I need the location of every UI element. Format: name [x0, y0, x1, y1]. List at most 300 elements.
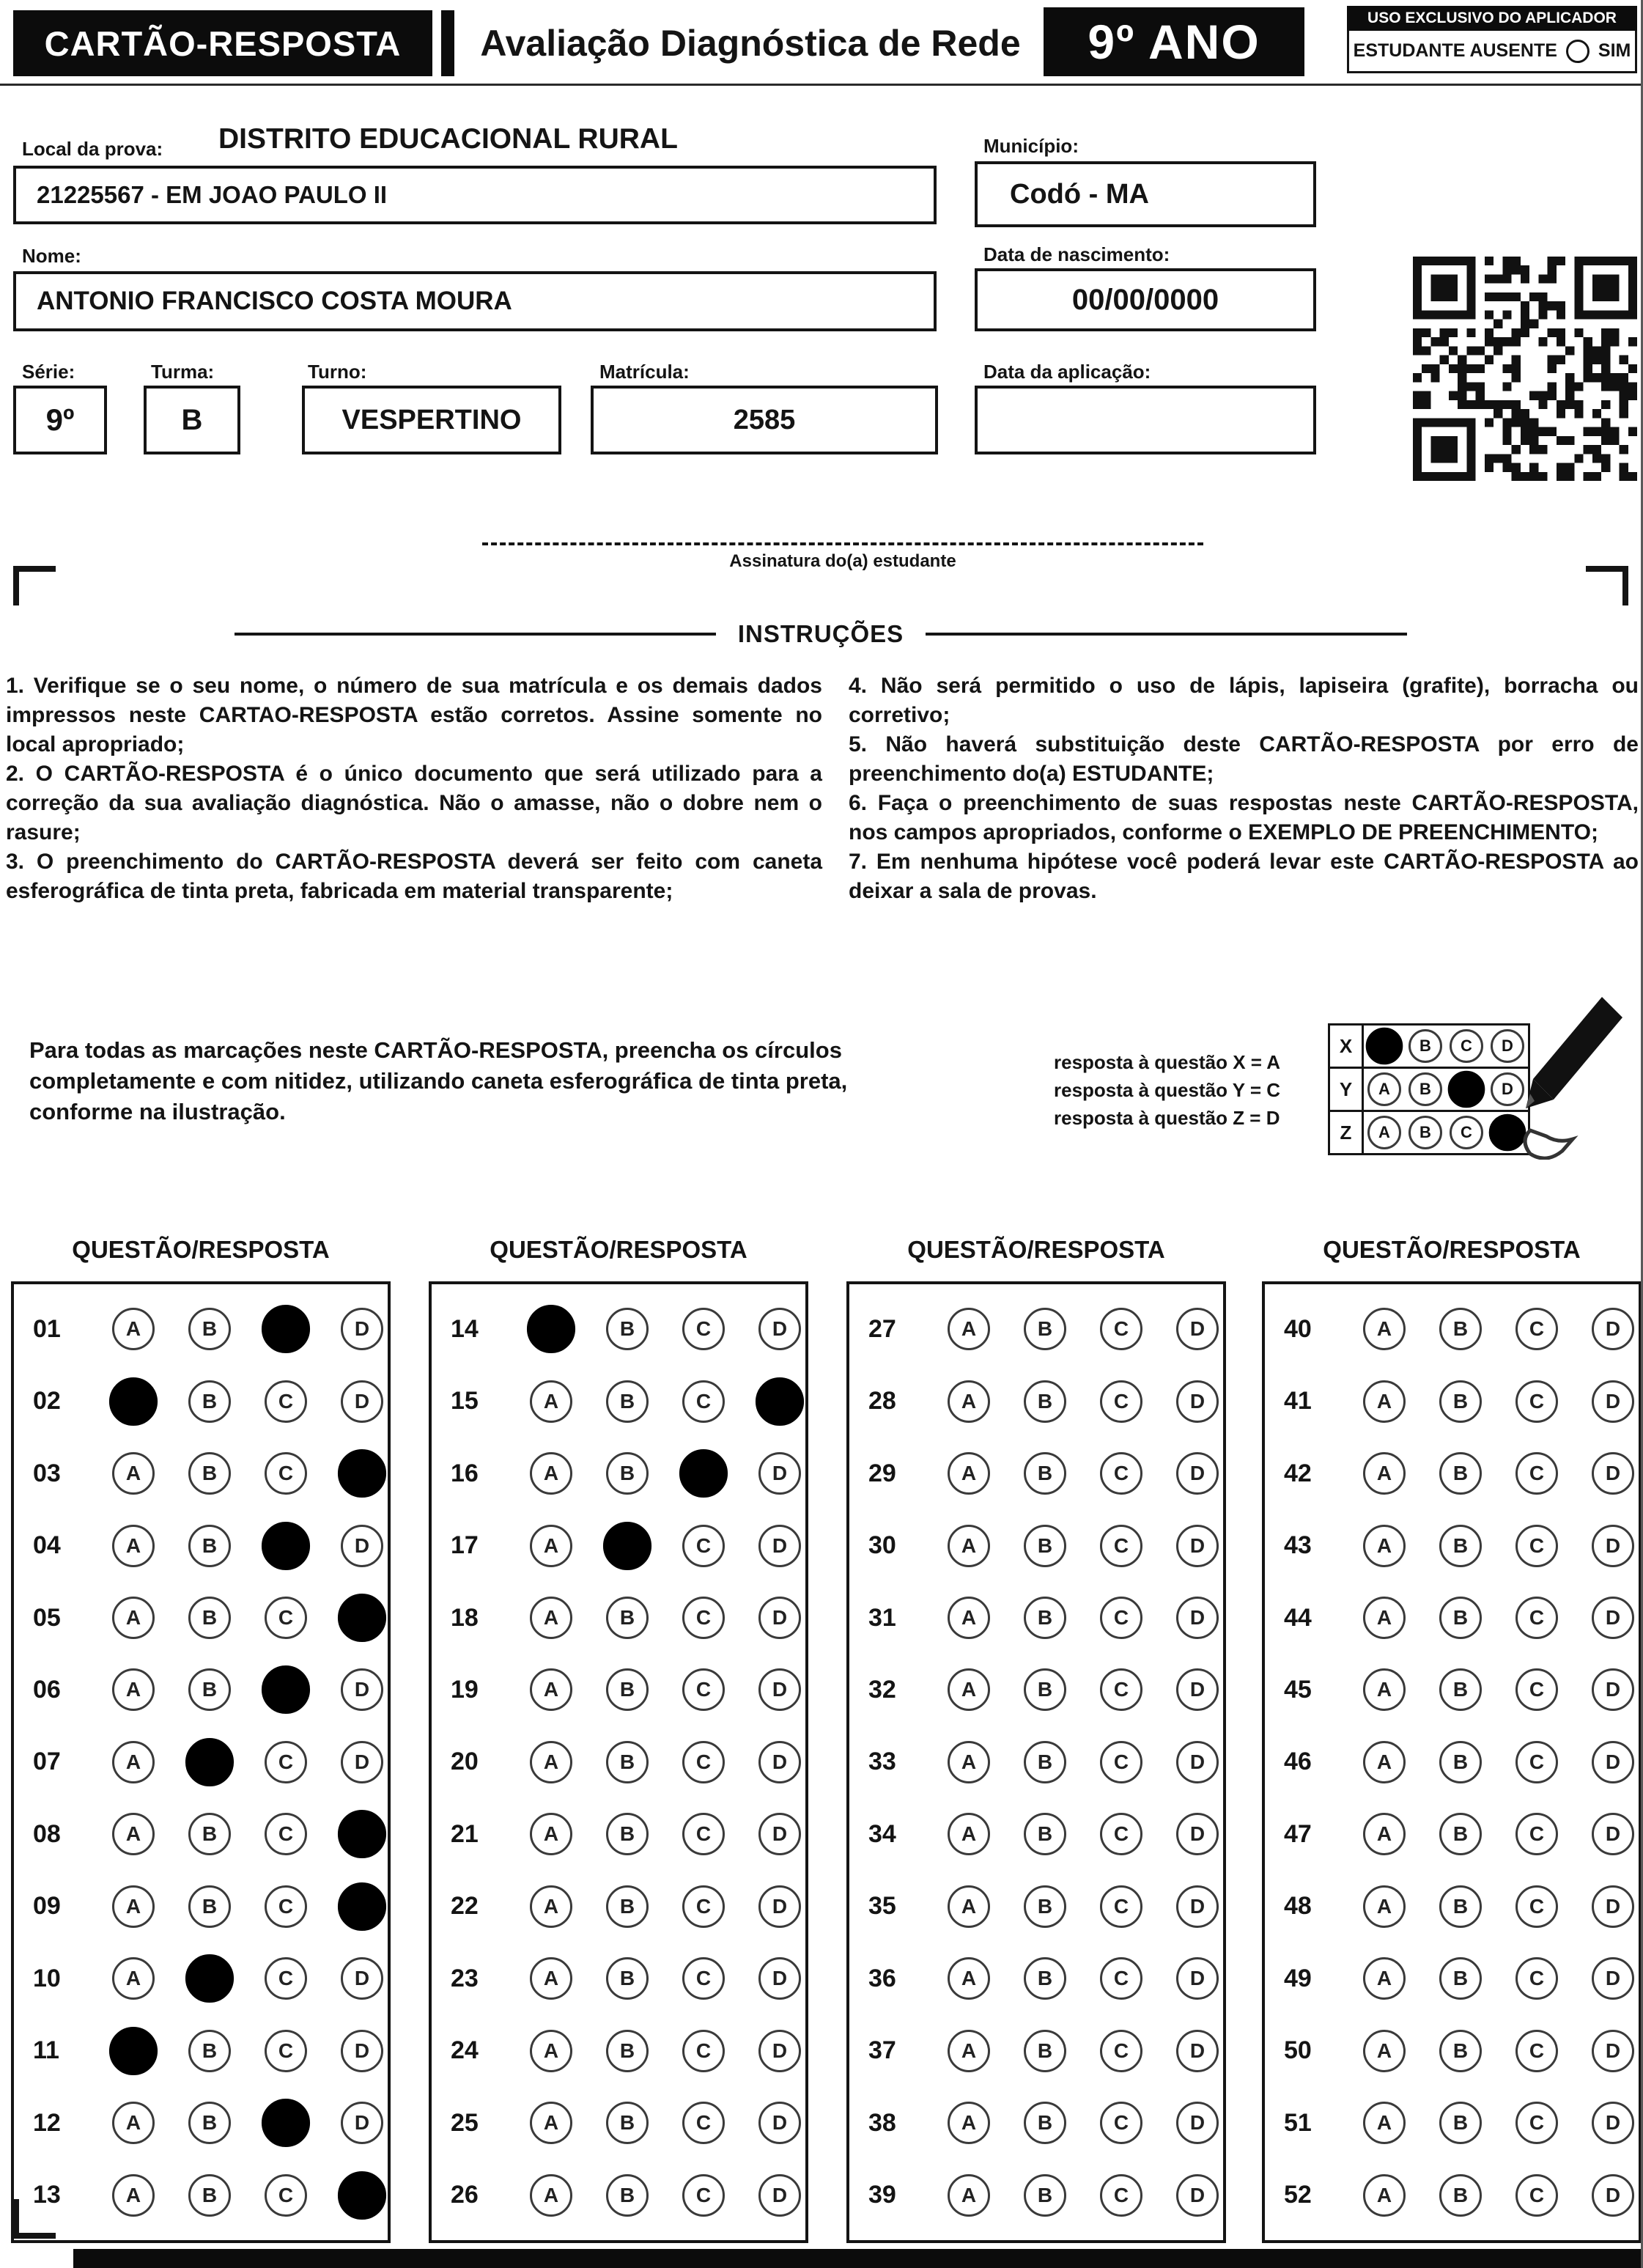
answer-bubble-08-d[interactable]	[338, 1810, 386, 1858]
answer-grid-box-3	[846, 1281, 1226, 2243]
answer-bubble-21-d[interactable]: D	[758, 1813, 801, 1855]
answer-bubble-24-d[interactable]: D	[758, 2030, 801, 2072]
answer-bubble-30-d[interactable]: D	[1176, 1525, 1219, 1567]
answer-bubble-02-b[interactable]: B	[188, 1380, 231, 1423]
answer-bubble-44-d[interactable]: D	[1592, 1597, 1634, 1639]
answer-bubble-34-a[interactable]: A	[948, 1813, 990, 1855]
district-title: DISTRITO EDUCACIONAL RURAL	[218, 123, 678, 155]
question-number: 46	[1284, 1748, 1312, 1776]
answer-bubble-32-b[interactable]: B	[1024, 1668, 1066, 1711]
example-bubble-x-a	[1366, 1028, 1403, 1065]
answer-bubble-31-d[interactable]: D	[1176, 1597, 1219, 1639]
answer-bubble-27-d[interactable]: D	[1176, 1308, 1219, 1350]
answer-bubble-43-b[interactable]: B	[1439, 1525, 1482, 1567]
nascimento-field: 00/00/0000	[975, 268, 1316, 331]
bottom-bar	[73, 2249, 1643, 2268]
example-row	[1330, 1110, 1528, 1153]
answer-bubble-25-c[interactable]: C	[682, 2102, 725, 2144]
question-row	[1265, 1308, 1639, 1350]
answer-bubble-34-b[interactable]: B	[1024, 1813, 1066, 1855]
answer-bubble-23-c[interactable]: C	[682, 1957, 725, 2000]
answer-bubble-32-c[interactable]: C	[1100, 1668, 1142, 1711]
question-number: 48	[1284, 1892, 1312, 1921]
question-number: 03	[33, 1459, 61, 1487]
answer-bubble-31-c[interactable]: C	[1100, 1597, 1142, 1639]
answer-bubble-51-d[interactable]: D	[1592, 2102, 1634, 2144]
answer-bubble-50-c[interactable]: C	[1515, 2030, 1558, 2072]
answer-bubble-25-a[interactable]: A	[530, 2102, 572, 2144]
answer-bubble-50-b[interactable]: B	[1439, 2030, 1482, 2072]
answer-bubble-40-b[interactable]: B	[1439, 1308, 1482, 1350]
matricula-label: Matrícula:	[599, 361, 690, 383]
question-row	[432, 1668, 805, 1711]
answer-bubble-13-d[interactable]	[338, 2171, 386, 2220]
answer-bubble-50-d[interactable]: D	[1592, 2030, 1634, 2072]
question-number: 45	[1284, 1675, 1312, 1704]
answer-bubble-47-a[interactable]: A	[1363, 1813, 1406, 1855]
answer-bubble-06-a[interactable]: A	[112, 1668, 155, 1711]
answer-bubble-13-b[interactable]: B	[188, 2174, 231, 2217]
question-row	[849, 2174, 1223, 2217]
answer-bubble-46-c[interactable]: C	[1515, 1741, 1558, 1783]
answer-bubble-26-a[interactable]: A	[530, 2174, 572, 2217]
answer-bubble-38-c[interactable]: C	[1100, 2102, 1142, 2144]
answer-bubble-14-c[interactable]: C	[682, 1308, 725, 1350]
answer-bubble-03-c[interactable]: C	[265, 1452, 307, 1495]
answer-bubble-41-a[interactable]: A	[1363, 1380, 1406, 1423]
answer-bubble-34-d[interactable]: D	[1176, 1813, 1219, 1855]
example-bubble-z-c: C	[1450, 1116, 1483, 1149]
question-number: 20	[451, 1748, 479, 1776]
question-number: 39	[868, 2181, 896, 2209]
answer-bubble-49-a[interactable]: A	[1363, 1957, 1406, 2000]
answer-bubble-15-c[interactable]: C	[682, 1380, 725, 1423]
answer-bubble-05-a[interactable]: A	[112, 1597, 155, 1639]
answer-bubble-28-a[interactable]: A	[948, 1380, 990, 1423]
turma-label: Turma:	[151, 361, 215, 383]
answer-bubble-24-a[interactable]: A	[530, 2030, 572, 2072]
matricula-field: 2585	[591, 386, 938, 454]
answer-bubble-12-c[interactable]	[262, 2099, 310, 2147]
answer-bubble-35-a[interactable]: A	[948, 1885, 990, 1928]
answer-bubble-07-b[interactable]	[185, 1738, 234, 1786]
answer-bubble-43-d[interactable]: D	[1592, 1525, 1634, 1567]
answer-bubble-06-c[interactable]	[262, 1665, 310, 1714]
answer-bubble-03-a[interactable]: A	[112, 1452, 155, 1495]
answer-bubble-33-c[interactable]: C	[1100, 1741, 1142, 1783]
answer-bubble-05-c[interactable]: C	[265, 1597, 307, 1639]
answer-bubble-24-b[interactable]: B	[606, 2030, 649, 2072]
qr-code	[1413, 257, 1637, 481]
answer-bubble-41-c[interactable]: C	[1515, 1380, 1558, 1423]
answer-bubble-13-c[interactable]: C	[265, 2174, 307, 2217]
answer-bubble-25-d[interactable]: D	[758, 2102, 801, 2144]
example-row-label: Y	[1330, 1069, 1364, 1110]
answer-bubble-11-c[interactable]: C	[265, 2030, 307, 2072]
answer-bubble-03-b[interactable]: B	[188, 1452, 231, 1495]
answer-bubble-39-a[interactable]: A	[948, 2174, 990, 2217]
example-row	[1330, 1026, 1528, 1067]
grid-column-header: QUESTÃO/RESPOSTA	[1323, 1236, 1581, 1263]
answer-bubble-22-a[interactable]: A	[530, 1885, 572, 1928]
answer-bubble-15-a[interactable]: A	[530, 1380, 572, 1423]
answer-bubble-41-b[interactable]: B	[1439, 1380, 1482, 1423]
answer-bubble-25-b[interactable]: B	[606, 2102, 649, 2144]
answer-bubble-26-c[interactable]: C	[682, 2174, 725, 2217]
answer-bubble-01-d[interactable]: D	[341, 1308, 383, 1350]
answer-bubble-39-d[interactable]: D	[1176, 2174, 1219, 2217]
answer-bubble-40-a[interactable]: A	[1363, 1308, 1406, 1350]
answer-bubble-30-a[interactable]: A	[948, 1525, 990, 1567]
answer-bubble-37-c[interactable]: C	[1100, 2030, 1142, 2072]
answer-bubble-22-c[interactable]: C	[682, 1885, 725, 1928]
answer-bubble-32-d[interactable]: D	[1176, 1668, 1219, 1711]
answer-bubble-45-a[interactable]: A	[1363, 1668, 1406, 1711]
example-bubble-x-b: B	[1408, 1029, 1442, 1063]
answer-bubble-01-c[interactable]	[262, 1305, 310, 1353]
answer-bubble-21-b[interactable]: B	[606, 1813, 649, 1855]
question-row	[14, 1380, 388, 1423]
answer-bubble-28-b[interactable]: B	[1024, 1380, 1066, 1423]
answer-bubble-36-c[interactable]: C	[1100, 1957, 1142, 2000]
answer-bubble-21-c[interactable]: C	[682, 1813, 725, 1855]
instruction-paragraph: 7. Em nenhuma hipótese você poderá levar este CARTÃO-RESPOSTA ao deixar a sala de provas.	[849, 850, 1639, 903]
answer-bubble-10-b[interactable]	[185, 1954, 234, 2003]
answer-bubble-47-b[interactable]: B	[1439, 1813, 1482, 1855]
answer-bubble-23-d[interactable]: D	[758, 1957, 801, 2000]
answer-bubble-19-a[interactable]: A	[530, 1668, 572, 1711]
answer-bubble-18-d[interactable]: D	[758, 1597, 801, 1639]
answer-bubble-36-b[interactable]: B	[1024, 1957, 1066, 2000]
question-number: 25	[451, 2108, 479, 2137]
answer-bubble-45-b[interactable]: B	[1439, 1668, 1482, 1711]
answer-bubble-30-b[interactable]: B	[1024, 1525, 1066, 1567]
answer-bubble-17-a[interactable]: A	[530, 1525, 572, 1567]
answer-bubble-36-d[interactable]: D	[1176, 1957, 1219, 2000]
answer-bubble-50-a[interactable]: A	[1363, 2030, 1406, 2072]
answer-bubble-23-b[interactable]: B	[606, 1957, 649, 2000]
answer-bubble-05-b[interactable]: B	[188, 1597, 231, 1639]
instructions-left-column	[6, 671, 822, 906]
instruction-paragraph: 5. Não haverá substituição deste CARTÃO-RESPOSTA por erro de preenchimento do(a) ESTUDANTE;	[849, 732, 1639, 786]
answer-bubble-17-b[interactable]	[603, 1522, 651, 1570]
answer-bubble-18-b[interactable]: B	[606, 1597, 649, 1639]
answer-bubble-16-a[interactable]: A	[530, 1452, 572, 1495]
answer-bubble-20-d[interactable]: D	[758, 1741, 801, 1783]
answer-bubble-45-d[interactable]: D	[1592, 1668, 1634, 1711]
absent-row	[1347, 31, 1637, 73]
answer-bubble-11-b[interactable]: B	[188, 2030, 231, 2072]
answer-bubble-11-d[interactable]: D	[341, 2030, 383, 2072]
question-row	[849, 1957, 1223, 2000]
answer-bubble-51-a[interactable]: A	[1363, 2102, 1406, 2144]
answer-bubble-43-a[interactable]: A	[1363, 1525, 1406, 1567]
answer-bubble-41-d[interactable]: D	[1592, 1380, 1634, 1423]
grid-column-header: QUESTÃO/RESPOSTA	[490, 1236, 747, 1263]
answer-bubble-40-c[interactable]: C	[1515, 1308, 1558, 1350]
answer-bubble-04-c[interactable]	[262, 1522, 310, 1570]
answer-bubble-05-d[interactable]	[338, 1594, 386, 1642]
answer-bubble-37-a[interactable]: A	[948, 2030, 990, 2072]
answer-bubble-08-a[interactable]: A	[112, 1813, 155, 1855]
answer-bubble-02-d[interactable]: D	[341, 1380, 383, 1423]
answer-bubble-01-b[interactable]: B	[188, 1308, 231, 1350]
question-number: 21	[451, 1819, 479, 1848]
answer-bubble-29-c[interactable]: C	[1100, 1452, 1142, 1495]
question-number: 50	[1284, 2036, 1312, 2065]
answer-bubble-07-a[interactable]: A	[112, 1741, 155, 1783]
answer-bubble-28-d[interactable]: D	[1176, 1380, 1219, 1423]
question-row	[14, 2174, 388, 2217]
answer-bubble-44-a[interactable]: A	[1363, 1597, 1406, 1639]
answer-bubble-43-c[interactable]: C	[1515, 1525, 1558, 1567]
answer-bubble-39-c[interactable]: C	[1100, 2174, 1142, 2217]
answer-bubble-51-b[interactable]: B	[1439, 2102, 1482, 2144]
answer-bubble-14-a[interactable]	[527, 1305, 575, 1353]
answer-bubble-29-d[interactable]: D	[1176, 1452, 1219, 1495]
answer-bubble-10-c[interactable]: C	[265, 1957, 307, 2000]
question-number: 42	[1284, 1459, 1312, 1487]
question-number: 35	[868, 1892, 896, 1921]
answer-bubble-04-d[interactable]: D	[341, 1525, 383, 1567]
signature-label: Assinatura do(a) estudante	[729, 551, 956, 571]
answer-bubble-18-a[interactable]: A	[530, 1597, 572, 1639]
answer-bubble-33-d[interactable]: D	[1176, 1741, 1219, 1783]
answer-bubble-08-b[interactable]: B	[188, 1813, 231, 1855]
turma-field: B	[144, 386, 240, 454]
answer-bubble-17-d[interactable]: D	[758, 1525, 801, 1567]
answer-bubble-49-c[interactable]: C	[1515, 1957, 1558, 2000]
answer-bubble-07-c[interactable]: C	[265, 1741, 307, 1783]
question-row	[14, 1813, 388, 1855]
answer-bubble-49-b[interactable]: B	[1439, 1957, 1482, 2000]
answer-bubble-42-d[interactable]: D	[1592, 1452, 1634, 1495]
question-row	[1265, 2102, 1639, 2144]
answer-bubble-38-a[interactable]: A	[948, 2102, 990, 2144]
answer-bubble-12-b[interactable]: B	[188, 2102, 231, 2144]
answer-bubble-52-d[interactable]: D	[1592, 2174, 1634, 2217]
example-row-label: X	[1330, 1026, 1364, 1067]
answer-bubble-48-b[interactable]: B	[1439, 1885, 1482, 1928]
answer-bubble-19-d[interactable]: D	[758, 1668, 801, 1711]
answer-bubble-19-c[interactable]: C	[682, 1668, 725, 1711]
answer-bubble-30-c[interactable]: C	[1100, 1525, 1142, 1567]
question-number: 15	[451, 1387, 479, 1415]
answer-bubble-33-a[interactable]: A	[948, 1741, 990, 1783]
question-number: 14	[451, 1314, 479, 1343]
question-number: 44	[1284, 1603, 1312, 1632]
question-row	[849, 1525, 1223, 1567]
answer-bubble-12-d[interactable]: D	[341, 2102, 383, 2144]
answer-bubble-44-c[interactable]: C	[1515, 1597, 1558, 1639]
nome-label: Nome:	[22, 245, 81, 267]
answer-bubble-37-b[interactable]: B	[1024, 2030, 1066, 2072]
answer-bubble-31-b[interactable]: B	[1024, 1597, 1066, 1639]
answer-bubble-44-b[interactable]: B	[1439, 1597, 1482, 1639]
answer-bubble-31-a[interactable]: A	[948, 1597, 990, 1639]
answer-bubble-16-c[interactable]	[679, 1449, 728, 1498]
question-row	[849, 2030, 1223, 2072]
answer-bubble-47-c[interactable]: C	[1515, 1813, 1558, 1855]
aplicacao-label: Data da aplicação:	[983, 361, 1151, 383]
answer-bubble-38-d[interactable]: D	[1176, 2102, 1219, 2144]
answer-bubble-27-a[interactable]: A	[948, 1308, 990, 1350]
answer-bubble-02-a[interactable]	[109, 1377, 158, 1426]
answer-bubble-52-c[interactable]: C	[1515, 2174, 1558, 2217]
question-number: 29	[868, 1459, 896, 1487]
answer-bubble-02-c[interactable]: C	[265, 1380, 307, 1423]
answer-bubble-48-c[interactable]: C	[1515, 1885, 1558, 1928]
answer-bubble-48-d[interactable]: D	[1592, 1885, 1634, 1928]
question-row	[1265, 1380, 1639, 1423]
answer-bubble-13-a[interactable]: A	[112, 2174, 155, 2217]
answer-bubble-42-a[interactable]: A	[1363, 1452, 1406, 1495]
answer-bubble-18-c[interactable]: C	[682, 1597, 725, 1639]
answer-bubble-35-b[interactable]: B	[1024, 1885, 1066, 1928]
question-number: 33	[868, 1748, 896, 1776]
answer-bubble-12-a[interactable]: A	[112, 2102, 155, 2144]
question-row	[432, 1813, 805, 1855]
question-row	[1265, 1525, 1639, 1567]
answer-bubble-40-d[interactable]: D	[1592, 1308, 1634, 1350]
answer-bubble-11-a[interactable]	[109, 2027, 158, 2075]
question-row	[849, 1380, 1223, 1423]
question-row	[432, 1308, 805, 1350]
answer-bubble-29-b[interactable]: B	[1024, 1452, 1066, 1495]
signature-line[interactable]	[482, 542, 1203, 545]
answer-bubble-15-d[interactable]	[756, 1377, 804, 1426]
aplicador-bar-label: USO EXCLUSIVO DO APLICADOR	[1347, 6, 1637, 31]
answer-bubble-33-b[interactable]: B	[1024, 1741, 1066, 1783]
answer-bubble-28-c[interactable]: C	[1100, 1380, 1142, 1423]
question-number: 05	[33, 1603, 61, 1632]
answer-bubble-20-c[interactable]: C	[682, 1741, 725, 1783]
crop-mark-top-right	[1586, 566, 1628, 605]
question-number: 01	[33, 1314, 61, 1343]
answer-bubble-21-a[interactable]: A	[530, 1813, 572, 1855]
answer-bubble-27-c[interactable]: C	[1100, 1308, 1142, 1350]
answer-bubble-38-b[interactable]: B	[1024, 2102, 1066, 2144]
question-number: 43	[1284, 1531, 1312, 1560]
aplicacao-field	[975, 386, 1316, 454]
answer-bubble-26-d[interactable]: D	[758, 2174, 801, 2217]
answer-bubble-20-a[interactable]: A	[530, 1741, 572, 1783]
question-row	[432, 2174, 805, 2217]
answer-bubble-03-d[interactable]	[338, 1449, 386, 1498]
answer-bubble-07-d[interactable]: D	[341, 1741, 383, 1783]
answer-bubble-22-d[interactable]: D	[758, 1885, 801, 1928]
answer-bubble-09-d[interactable]	[338, 1882, 386, 1931]
answer-bubble-04-b[interactable]: B	[188, 1525, 231, 1567]
answer-grid-box-4	[1262, 1281, 1642, 2243]
serie-label: Série:	[22, 361, 75, 383]
fill-instructions-text: Para todas as marcações neste CARTÃO-RESPOSTA, preencha os círculos completamente e com nitidez, utilizando caneta esferográfica de tinta preta, conforme na ilustração.	[29, 1037, 848, 1124]
answer-bubble-22-b[interactable]: B	[606, 1885, 649, 1928]
example-legend	[1054, 1048, 1280, 1132]
heading-rule-left	[235, 633, 716, 636]
answer-bubble-26-b[interactable]: B	[606, 2174, 649, 2217]
card-title: CARTÃO-RESPOSTA	[13, 10, 432, 76]
municipio-field: Codó - MA	[975, 161, 1316, 227]
answer-bubble-27-b[interactable]: B	[1024, 1308, 1066, 1350]
answer-bubble-10-a[interactable]: A	[112, 1957, 155, 2000]
answer-bubble-35-d[interactable]: D	[1176, 1885, 1219, 1928]
answer-bubble-49-d[interactable]: D	[1592, 1957, 1634, 2000]
answer-bubble-06-b[interactable]: B	[188, 1668, 231, 1711]
grade-badge: 9º ANO	[1044, 7, 1304, 76]
answer-bubble-04-a[interactable]: A	[112, 1525, 155, 1567]
answer-bubble-14-d[interactable]: D	[758, 1308, 801, 1350]
question-row	[1265, 1885, 1639, 1928]
answer-bubble-23-a[interactable]: A	[530, 1957, 572, 2000]
answer-bubble-46-b[interactable]: B	[1439, 1741, 1482, 1783]
example-bubble-y-b: B	[1408, 1072, 1442, 1106]
question-row	[14, 1452, 388, 1495]
answer-bubble-29-a[interactable]: A	[948, 1452, 990, 1495]
question-row	[432, 1525, 805, 1567]
answer-bubble-37-d[interactable]: D	[1176, 2030, 1219, 2072]
question-number: 16	[451, 1459, 479, 1487]
answer-bubble-48-a[interactable]: A	[1363, 1885, 1406, 1928]
question-row	[1265, 2174, 1639, 2217]
question-row	[849, 1452, 1223, 1495]
answer-bubble-46-a[interactable]: A	[1363, 1741, 1406, 1783]
answer-bubble-46-d[interactable]: D	[1592, 1741, 1634, 1783]
answer-bubble-09-c[interactable]: C	[265, 1885, 307, 1928]
serie-field: 9º	[13, 386, 107, 454]
answer-bubble-32-a[interactable]: A	[948, 1668, 990, 1711]
answer-bubble-17-c[interactable]: C	[682, 1525, 725, 1567]
answer-bubble-52-b[interactable]: B	[1439, 2174, 1482, 2217]
question-row	[849, 2102, 1223, 2144]
answer-bubble-42-b[interactable]: B	[1439, 1452, 1482, 1495]
answer-bubble-16-b[interactable]: B	[606, 1452, 649, 1495]
question-number: 07	[33, 1748, 61, 1776]
answer-bubble-52-a[interactable]: A	[1363, 2174, 1406, 2217]
answer-bubble-47-d[interactable]: D	[1592, 1813, 1634, 1855]
answer-bubble-34-c[interactable]: C	[1100, 1813, 1142, 1855]
answer-bubble-20-b[interactable]: B	[606, 1741, 649, 1783]
answer-bubble-09-b[interactable]: B	[188, 1885, 231, 1928]
question-row	[14, 1668, 388, 1711]
answer-bubble-01-a[interactable]: A	[112, 1308, 155, 1350]
answer-bubble-51-c[interactable]: C	[1515, 2102, 1558, 2144]
instructions-heading	[235, 620, 1407, 648]
answer-bubble-39-b[interactable]: B	[1024, 2174, 1066, 2217]
answer-bubble-36-a[interactable]: A	[948, 1957, 990, 2000]
answer-bubble-16-d[interactable]: D	[758, 1452, 801, 1495]
instruction-paragraph: 1. Verifique se o seu nome, o número de sua matrícula e os demais dados impressos neste CARTAO-RESPOSTA estão corretos. Assine somente no local apropriado;	[6, 674, 822, 756]
answer-bubble-14-b[interactable]: B	[606, 1308, 649, 1350]
absent-option-label: SIM	[1598, 40, 1631, 61]
answer-bubble-08-c[interactable]: C	[265, 1813, 307, 1855]
answer-grid-box-2	[429, 1281, 808, 2243]
question-row	[14, 2030, 388, 2072]
answer-bubble-42-c[interactable]: C	[1515, 1452, 1558, 1495]
example-bubble-y-d: D	[1491, 1072, 1524, 1106]
answer-bubble-06-d[interactable]: D	[341, 1668, 383, 1711]
absent-radio[interactable]	[1566, 40, 1590, 63]
answer-bubble-10-d[interactable]: D	[341, 1957, 383, 2000]
example-legend-line: resposta à questão Y = C	[1054, 1079, 1281, 1101]
answer-bubble-09-a[interactable]: A	[112, 1885, 155, 1928]
example-bubble-y-a: A	[1367, 1072, 1401, 1106]
answer-bubble-35-c[interactable]: C	[1100, 1885, 1142, 1928]
answer-bubble-15-b[interactable]: B	[606, 1380, 649, 1423]
answer-bubble-24-c[interactable]: C	[682, 2030, 725, 2072]
answer-bubble-45-c[interactable]: C	[1515, 1668, 1558, 1711]
answer-bubble-19-b[interactable]: B	[606, 1668, 649, 1711]
